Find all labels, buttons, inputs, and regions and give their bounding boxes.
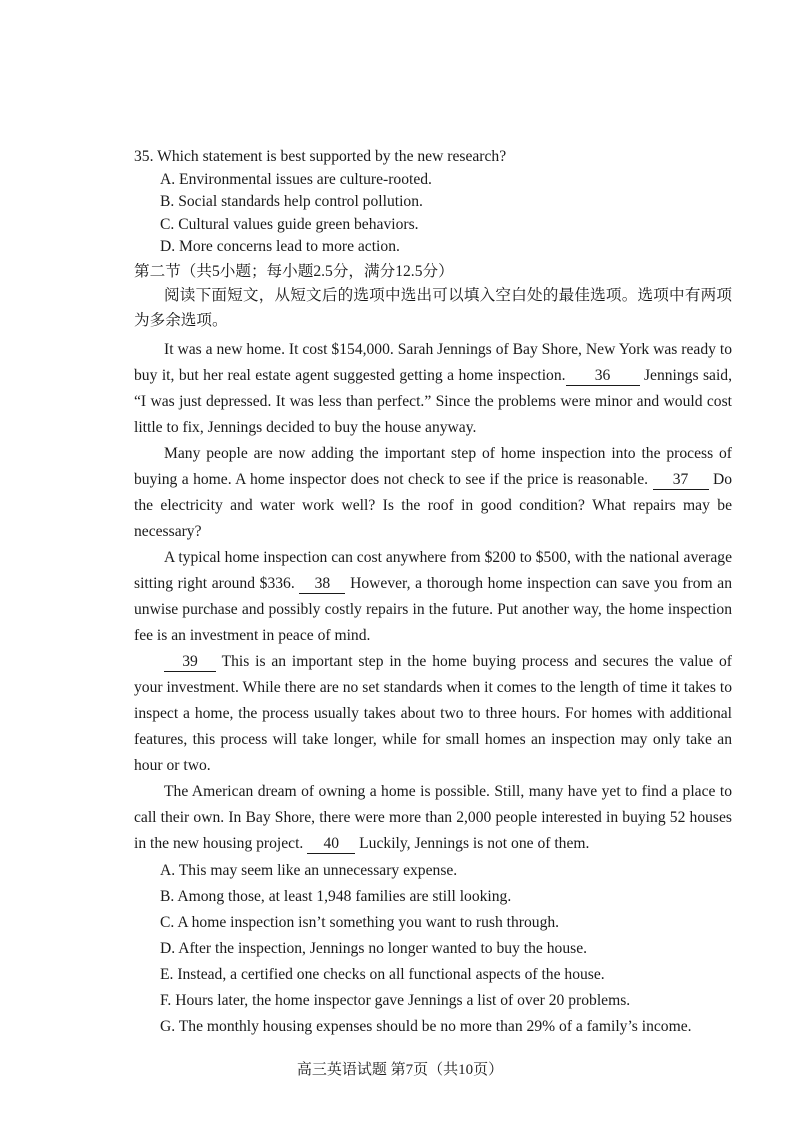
passage-paragraph-3 <box>134 545 732 649</box>
blank-36: 36 <box>566 367 640 386</box>
paragraph-3-text-b: However, a thorough home inspection can save you from an unwise purchase and possibly costly repairs in the future. Put another way, the home inspection fee is an investment in peace of mind. <box>134 575 733 644</box>
section-heading: 第二节（共5小题；每小题2.5分，满分12.5分） <box>134 262 454 280</box>
question-35-stem: 35. Which statement is best supported by the new research? <box>134 148 507 165</box>
choice-e: E. Instead, a certified one checks on all functional aspects of the house. <box>160 966 605 983</box>
blank-38: 38 <box>299 575 345 594</box>
choice-f: F. Hours later, the home inspector gave Jennings a list of over 20 problems. <box>160 992 631 1009</box>
question-35-option-d: D. More concerns lead to more action. <box>160 238 400 255</box>
paragraph-1-text-a: It was a new home. It cost $154,000. Sarah Jennings of Bay Shore, New York was ready to buy it, but her real estate agent suggested getting a home inspection. <box>134 341 732 384</box>
paragraph-5-text-b: Luckily, Jennings is not one of them. <box>359 835 590 852</box>
choice-list <box>134 858 732 1040</box>
passage-paragraph-4 <box>134 649 732 779</box>
passage-paragraph-2 <box>134 441 732 545</box>
question-35-option-a: A. Environmental issues are culture-rooted. <box>160 170 432 188</box>
blank-39: 39 <box>164 653 216 672</box>
choice-b: B. Among those, at least 1,948 families are still looking. <box>160 888 512 905</box>
paragraph-5-text-a: The American dream of owning a home is possible. Still, many have yet to find a place to call their own. In Bay Shore, there were more than 2,000 people interested in buying 52 houses in the new housing project. <box>134 783 732 852</box>
paragraph-2-text-b: Do the electricity and water work well? Is the roof in good condition? What repairs may be necessary? <box>134 471 733 540</box>
choice-d: D. After the inspection, Jennings no longer wanted to buy the house. <box>160 940 588 957</box>
blank-40: 40 <box>307 835 355 854</box>
choice-c: C. A home inspection isn’t something you want to rush through. <box>160 914 560 931</box>
choice-a: A. This may seem like an unnecessary expense. <box>160 862 458 879</box>
section-instruction: 阅读下面短文，从短文后的选项中选出可以填入空白处的最佳选项。选项中有两项为多余选项。 <box>134 287 732 329</box>
page-content <box>134 146 732 1040</box>
paragraph-3-text-a: A typical home inspection can cost anywhere from $200 to $500, with the national average sitting right around $336. <box>134 549 732 592</box>
page-footer: 高三英语试题 第7页（共10页） <box>296 1062 504 1078</box>
blank-37: 37 <box>653 471 709 490</box>
passage-paragraph-5 <box>134 779 732 857</box>
paragraph-4-text-b: This is an important step in the home buying process and secures the value of your investment. While there are no set standards when it comes to the length of time it takes to inspect a home, the process usually takes about two to three hours. For homes with additional features, this process will take longer, while for small homes an inspection may only take an hour or two. <box>134 653 732 774</box>
choice-g: G. The monthly housing expenses should be no more than 29% of a family’s income. <box>160 1018 692 1035</box>
question-35-option-b: B. Social standards help control pollution. <box>160 193 423 210</box>
question-35-option-c: C. Cultural values guide green behaviors. <box>160 215 419 233</box>
paragraph-2-text-a: Many people are now adding the important step of home inspection into the process of buying a home. A home inspector does not check to see if the price is reasonable. <box>134 445 732 488</box>
passage-paragraph-1 <box>134 337 732 441</box>
paragraph-1-text-b: Jennings said, “I was just depressed. It was less than perfect.” Since the problems were minor and would cost little to fix, Jennings decided to buy the house anyway. <box>134 367 732 436</box>
